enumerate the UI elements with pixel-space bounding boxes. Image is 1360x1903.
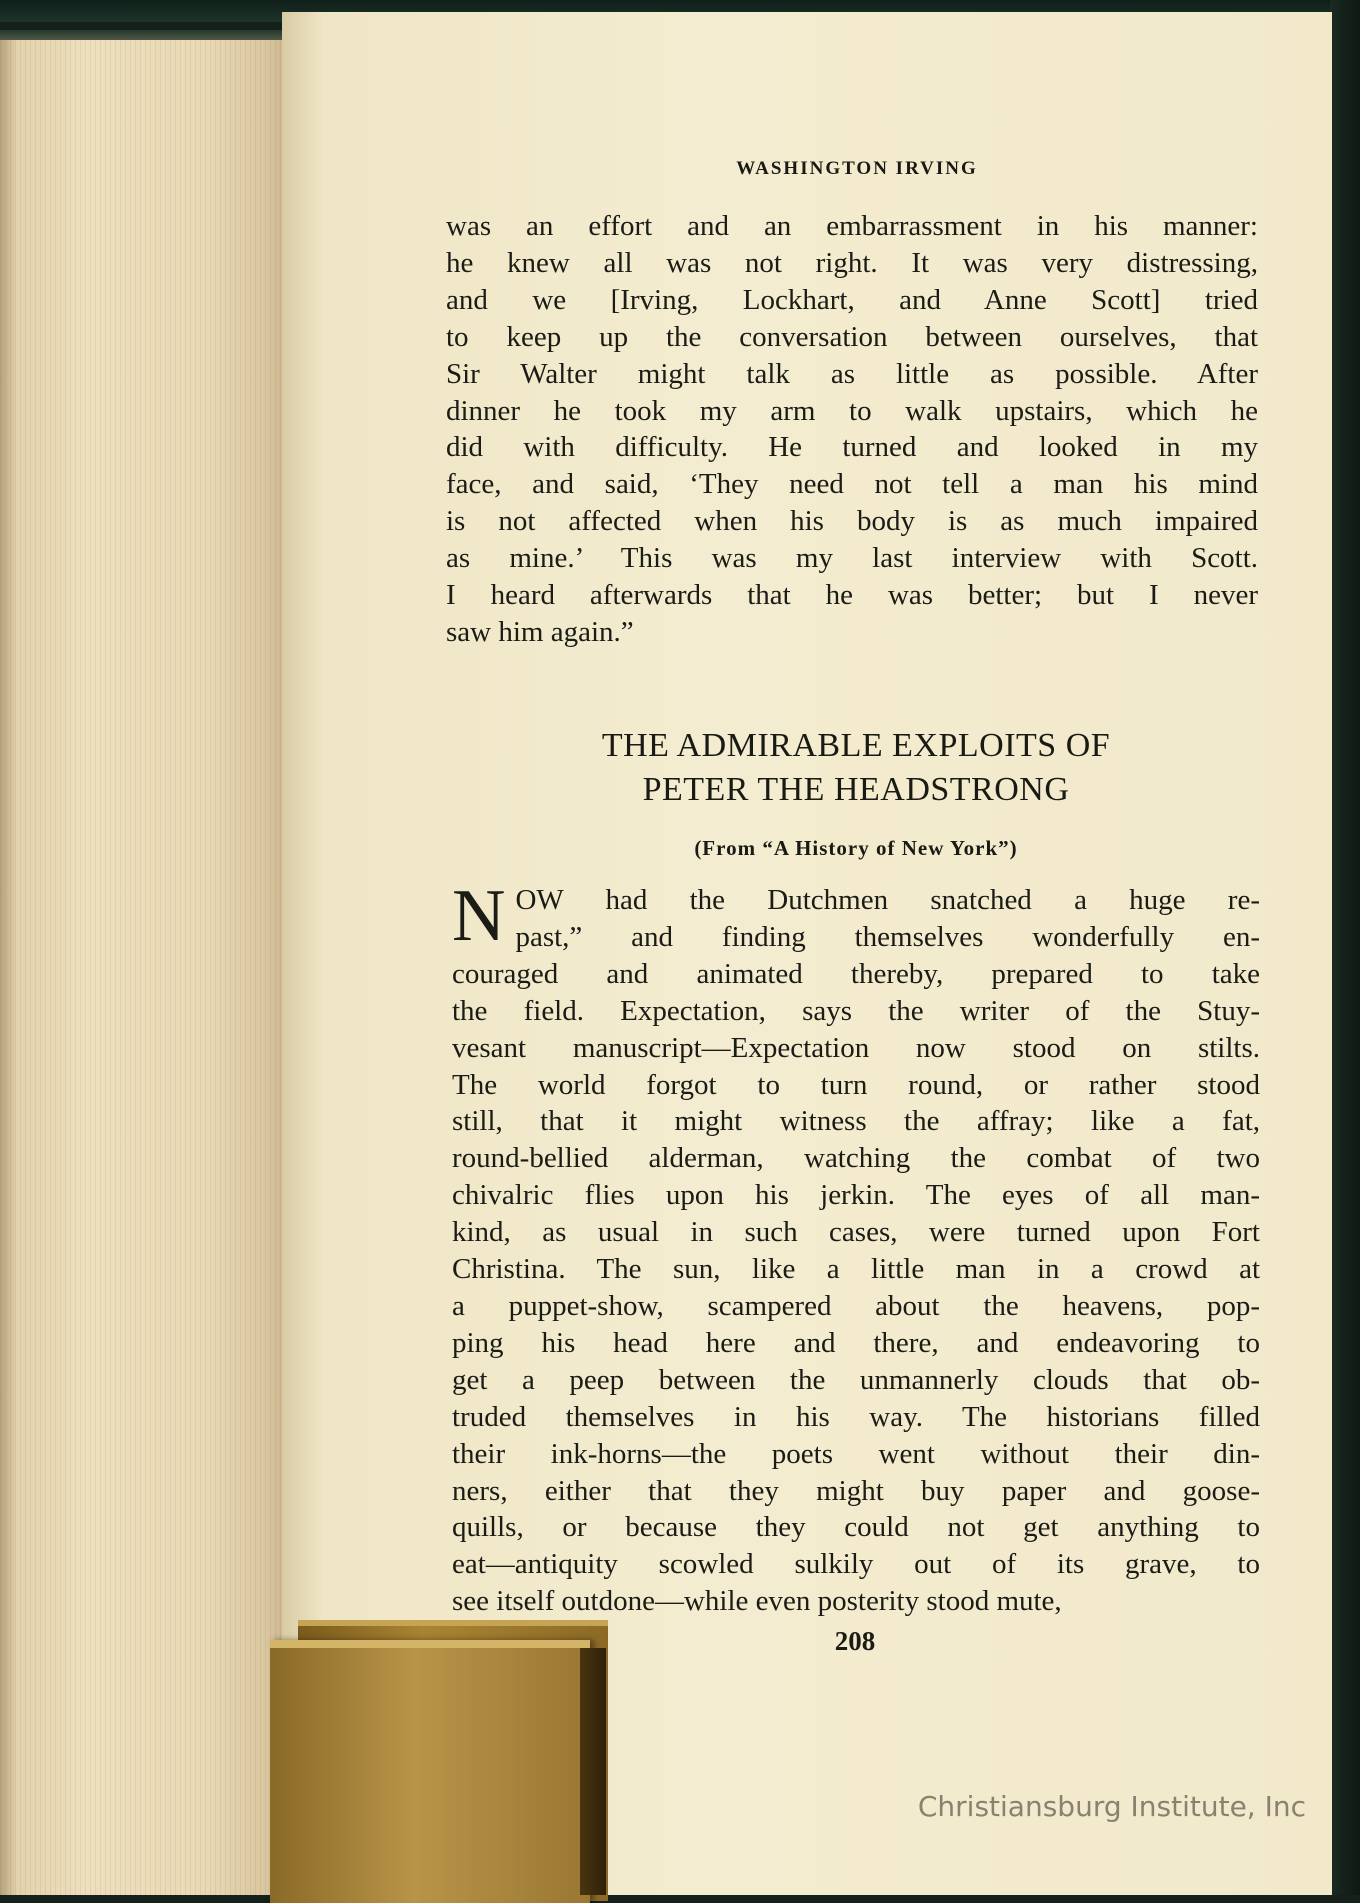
story-paragraph-line: ping his head here and there, and endeavoring to <box>452 1326 1260 1359</box>
story-paragraph-line: see itself outdone—while even posterity stood mute, <box>452 1585 1062 1618</box>
story-paragraph-line: get a peep between the unmannerly clouds that ob- <box>452 1363 1260 1396</box>
story-paragraph-line: The world forgot to turn round, or rather stood <box>452 1068 1260 1101</box>
quote-paragraph-line: and we [Irving, Lockhart, and Anne Scott] tried <box>446 283 1258 316</box>
story-paragraph-line: Christina. The sun, like a little man in a crowd at <box>452 1253 1260 1286</box>
story-paragraph-line: chivalric flies upon his jerkin. The eyes of all man- <box>452 1179 1260 1212</box>
quote-paragraph <box>446 208 1258 651</box>
story-paragraph-line: past,” and finding themselves wonderfully en- <box>515 920 1260 953</box>
quote-paragraph-line: as mine.’ This was my last interview with Scott. <box>446 542 1258 575</box>
drop-cap: N <box>452 875 506 957</box>
quote-paragraph-line: saw him again.” <box>446 615 634 648</box>
quote-paragraph-line: face, and said, ‘They need not tell a man his mind <box>446 468 1258 501</box>
quote-paragraph-line: Sir Walter might talk as little as possible. After <box>446 357 1258 390</box>
quote-paragraph-line: to keep up the conversation between ourselves, that <box>446 320 1258 353</box>
running-head: WASHINGTON IRVING <box>736 158 978 179</box>
book-cover-right <box>1330 0 1360 1895</box>
story-paragraph-line: round-bellied alderman, watching the combat of two <box>452 1142 1260 1175</box>
story-paragraph-line: OW had the Dutchmen snatched a huge re- <box>515 884 1260 916</box>
bookend-block-side <box>580 1648 606 1895</box>
story-paragraph-line: quills, or because they could not get anything to <box>452 1511 1260 1544</box>
chapter-title-line-1: THE ADMIRABLE EXPLOITS OF <box>601 727 1111 764</box>
watermark: Christiansburg Institute, Inc <box>917 1790 1306 1823</box>
bookend-block-front <box>270 1640 590 1903</box>
quote-paragraph-line: he knew all was not right. It was very distressing, <box>446 246 1258 279</box>
story-paragraph-line: still, that it might witness the affray; like a fat, <box>452 1105 1260 1138</box>
quote-paragraph-line: dinner he took my arm to walk upstairs, which he <box>446 394 1258 427</box>
story-paragraph-line: their ink-horns—the poets went without their din- <box>452 1437 1260 1470</box>
story-paragraph-line: eat—antiquity scowled sulkily out of its grave, to <box>452 1548 1260 1581</box>
quote-paragraph-line: was an effort and an embarrassment in his manner: <box>446 210 1258 242</box>
quote-paragraph-line: I heard afterwards that he was better; but I never <box>446 579 1258 612</box>
story-paragraph-line: ners, either that they might buy paper and goose- <box>452 1474 1260 1507</box>
chapter-title-line-2: PETER THE HEADSTRONG <box>642 771 1070 808</box>
page-stack-edge <box>0 40 290 1895</box>
story-paragraph-line: truded themselves in his way. The historians filled <box>452 1400 1260 1433</box>
story-paragraph-line: kind, as usual in such cases, were turned upon Fort <box>452 1216 1260 1249</box>
story-paragraph <box>452 875 1260 1620</box>
story-paragraph-line: the field. Expectation, says the writer of the Stuy- <box>452 994 1260 1027</box>
story-paragraph-line: a puppet-show, scampered about the heavens, pop- <box>452 1289 1260 1322</box>
chapter-title <box>446 724 1266 812</box>
chapter-subtitle: (From “A History of New York”) <box>694 836 1018 860</box>
quote-paragraph-line: did with difficulty. He turned and looked in my <box>446 431 1258 464</box>
story-paragraph-line: couraged and animated thereby, prepared to take <box>452 957 1260 990</box>
quote-paragraph-line: is not affected when his body is as much impaired <box>446 505 1258 538</box>
story-paragraph-line: vesant manuscript—Expectation now stood on stilts. <box>452 1031 1260 1064</box>
page-number: 208 <box>834 1626 876 1656</box>
